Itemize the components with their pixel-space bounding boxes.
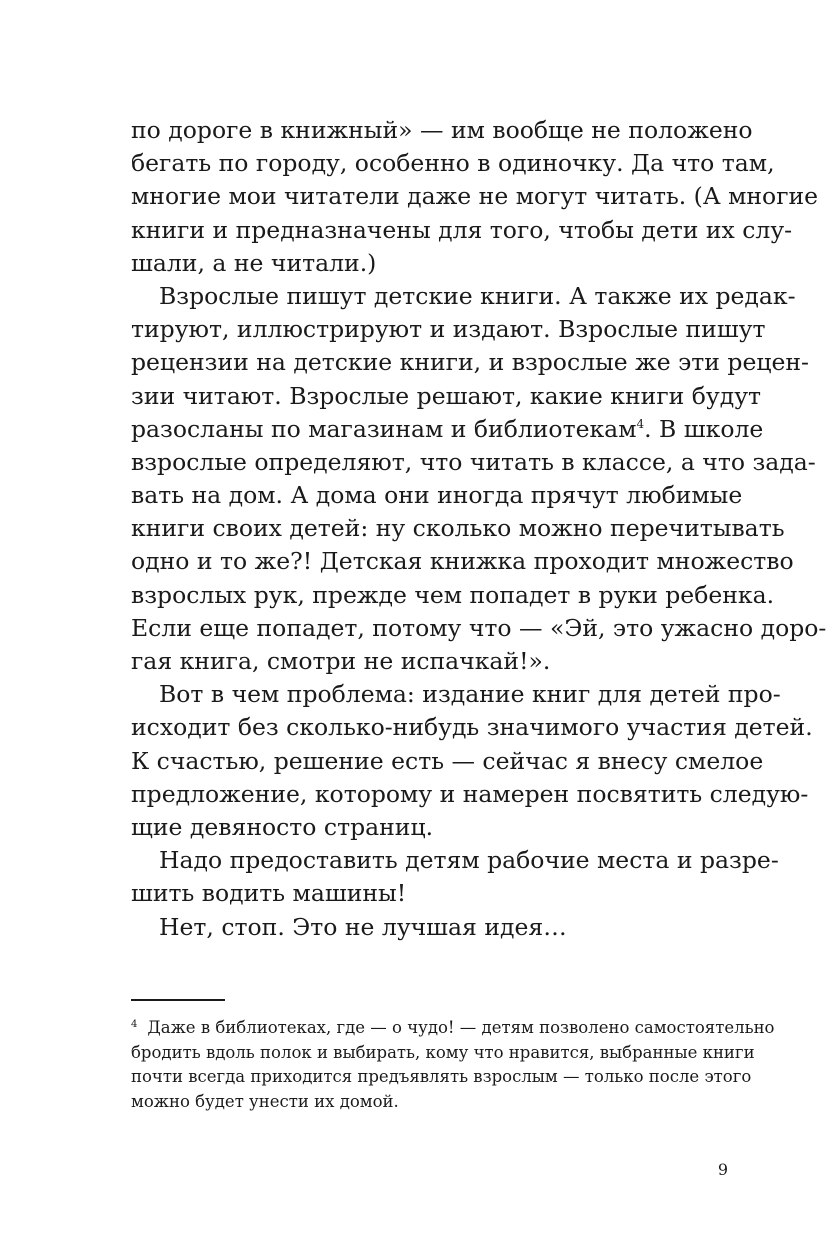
body-line-10-start: разосланы по магазинам и библиотекам [131, 414, 637, 443]
body-line-6: Взрослые пишут детские книги. А также их редак- [159, 281, 796, 310]
footnote [131, 1016, 775, 1114]
body-line-23: Надо предоставить детям рабочие места и разре- [159, 846, 779, 875]
body-line-10-end: . В школе [644, 414, 764, 443]
body-line-19: исходит без сколько-нибудь значимого участия детей. [131, 713, 813, 742]
body-line-24: шить водить машины! [131, 879, 407, 908]
footnote-line-1-text: Даже в библиотеках, где — о чудо! — детям позволено самостоятельно [147, 1018, 775, 1037]
footnote-line-4: можно будет унести их домой. [131, 1091, 399, 1111]
body-line-21: предложение, которому и намерен посвятить следую- [131, 779, 809, 808]
page-number: 9 [717, 1160, 728, 1179]
footnote-divider [131, 999, 225, 1001]
body-line-13: книги своих детей: ну сколько можно перечитывать [131, 514, 785, 543]
body-text [131, 114, 827, 944]
footnote-line-3: почти всегда приходится предъявлять взрослым — только после этого [131, 1067, 752, 1086]
body-line-3: многие мои читатели даже не могут читать. (А многие [131, 182, 819, 211]
body-line-12: вать на дом. А дома они иногда прячут любимые [131, 481, 743, 510]
body-line-18: Вот в чем проблема: издание книг для детей про- [159, 680, 781, 709]
footnote-marker: 4 [131, 1018, 138, 1030]
footnote-line-2: бродить вдоль полок и выбирать, кому что нравится, выбранные книги [131, 1042, 755, 1062]
body-line-1: по дороге в книжный» — им вообще не положено [131, 116, 753, 144]
body-line-11: взрослые определяют, что читать в классе, а что зада- [131, 447, 816, 476]
body-line-25: Нет, стоп. Это не лучшая идея… [159, 912, 567, 941]
body-line-7: тируют, иллюстрируют и издают. Взрослые пишут [131, 315, 766, 344]
body-line-20: К счастью, решение есть — сейчас я внесу смелое [131, 746, 764, 775]
body-line-8: рецензии на детские книги, и взрослые же эти рецен- [131, 348, 809, 377]
body-line-5: шали, а не читали.) [131, 248, 377, 277]
body-line-10 [131, 413, 764, 446]
footnote-line-1 [131, 1016, 775, 1041]
body-line-22: щие девяносто страниц. [131, 812, 434, 841]
body-line-14: одно и то же?! Детская книжка проходит множество [131, 547, 794, 576]
body-line-2: бегать по городу, особенно в одиночку. Да что там, [131, 149, 775, 178]
body-line-17: гая книга, смотри не испачкай!». [131, 647, 551, 675]
body-line-16: Если еще попадет, потому что — «Эй, это ужасно доро- [131, 613, 827, 642]
body-line-4: книги и предназначены для того, чтобы дети их слу- [131, 215, 793, 244]
body-line-9: зии читают. Взрослые решают, какие книги будут [131, 381, 762, 410]
footnote-reference[interactable]: 4 [636, 416, 645, 431]
body-line-15: взрослых рук, прежде чем попадет в руки ребенка. [131, 580, 775, 609]
